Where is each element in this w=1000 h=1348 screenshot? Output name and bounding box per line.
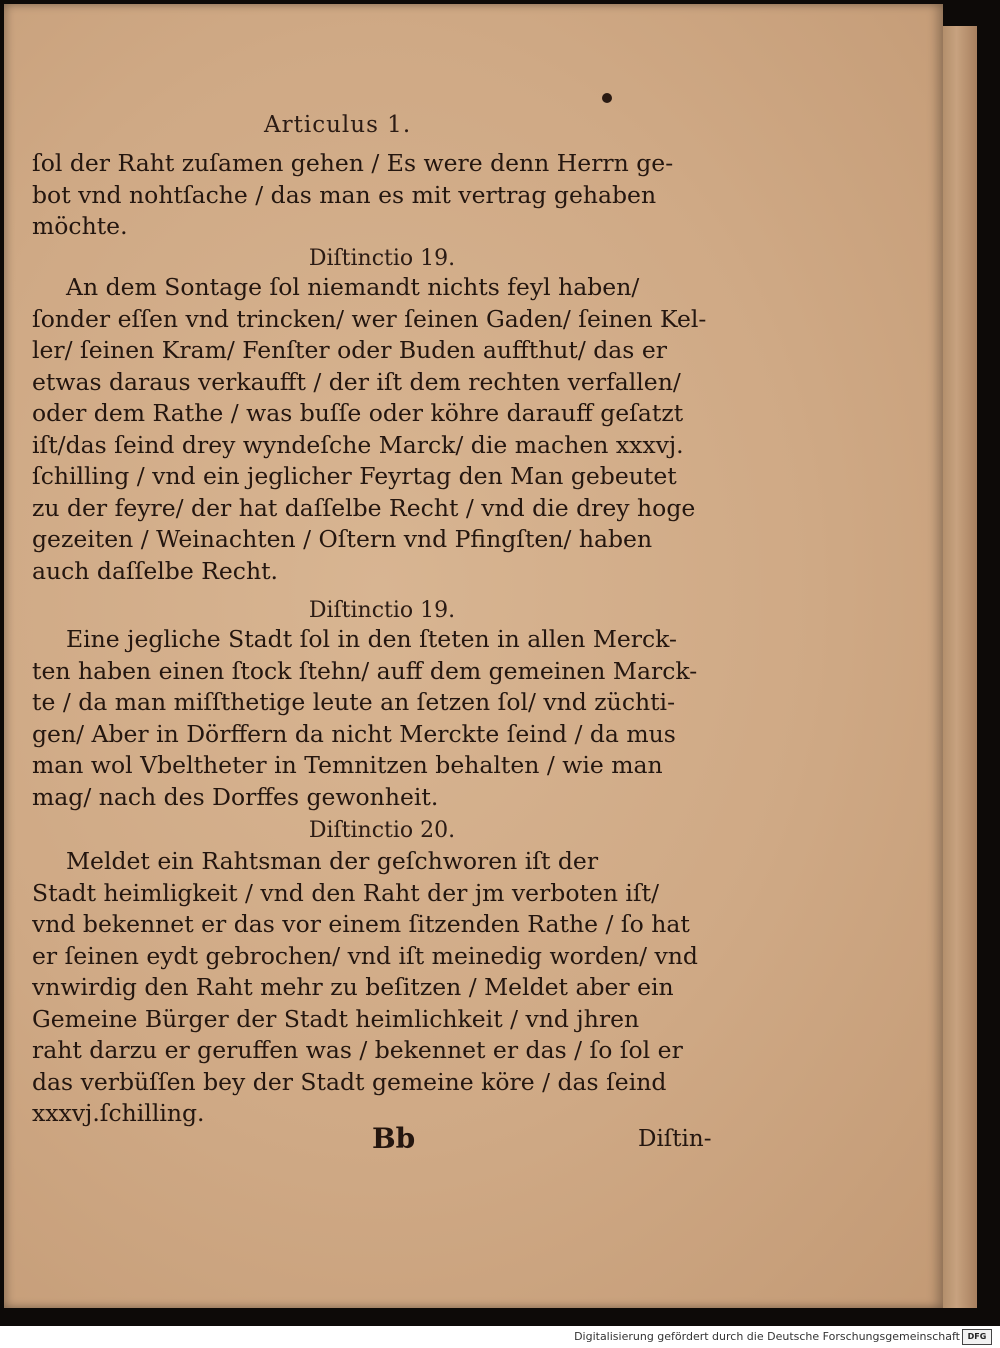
distinctio-heading: Diſtinctio 19.: [308, 246, 456, 271]
text-line: gezeiten / Weinachten / Oſtern vnd Pfingſten/ haben: [32, 525, 653, 553]
paragraph-continuation: [32, 148, 722, 243]
text-line: man wol Vbeltheter in Temnitzen behalten / wie man: [32, 751, 663, 779]
paragraph-council: [32, 846, 722, 1130]
text-line: ler/ ſeinen Kram/ Fenſter oder Buden auffthut/ das er: [32, 336, 667, 364]
ink-dot: [602, 93, 612, 103]
text-line: Eine jegliche Stadt ſol in den ſteten in allen Merck-: [66, 625, 677, 653]
distinctio-heading: Diſtinctio 20.: [308, 818, 456, 843]
text-line: ſol der Raht zuſamen gehen / Es were denn Herrn ge-: [32, 149, 674, 177]
catchword: Diſtin-: [638, 1126, 712, 1152]
distinctio-heading: Diſtinctio 19.: [308, 598, 456, 623]
text-line: möchte.: [32, 212, 128, 240]
text-line: xxxvj.ſchilling.: [32, 1099, 205, 1127]
paragraph-sunday: [32, 272, 722, 587]
running-header: Articulus 1.: [264, 112, 412, 138]
text-line: Meldet ein Rahtsman der geſchworen iſt der: [66, 847, 599, 875]
text-line: Gemeine Bürger der Stadt heimlichkeit / vnd jhren: [32, 1004, 640, 1033]
text-line: iſt/das ſeind drey wyndeſche Marck/ die machen xxxvj.: [32, 430, 684, 459]
credit-bar: [0, 1326, 1000, 1348]
text-line: ten haben einen ſtock ſtehn/ auff dem gemeinen Marck-: [32, 656, 698, 685]
text-line: ſchilling / vnd ein jeglicher Feyrtag den Man gebeutet: [32, 462, 677, 490]
text-line: vnd bekennet er das vor einem ſitzenden Rathe / ſo hat: [32, 910, 690, 938]
signature-mark: Bb: [372, 1122, 416, 1155]
text-line: er ſeinen eydt gebrochen/ vnd iſt meinedig worden/ vnd: [32, 941, 698, 970]
text-line: te / da man miſſthetige leute an ſetzen ſol/ vnd züchti-: [32, 688, 676, 716]
text-line: An dem Sontage ſol niemandt nichts feyl haben/: [66, 273, 640, 301]
text-line: oder dem Rathe / was buſſe oder köhre darauff geſatzt: [32, 399, 684, 427]
text-line: etwas daraus verkaufft / der iſt dem rechten verfallen/: [32, 367, 681, 396]
funding-credit: Digitalisierung gefördert durch die Deutsche Forschungsgemeinschaft: [574, 1330, 960, 1343]
paragraph-stock: [32, 624, 722, 813]
text-line: bot vnd nohtſache / das man es mit vertrag gehaben: [32, 180, 657, 209]
text-line: ſonder eſſen vnd trincken/ wer ſeinen Gaden/ ſeinen Kel-: [32, 304, 707, 333]
text-line: vnwirdig den Raht mehr zu beſitzen / Meldet aber ein: [32, 973, 674, 1001]
text-line: mag/ nach des Dorffes gewonheit.: [32, 782, 439, 811]
text-line: raht darzu er geruffen was / bekennet er das / ſo ſol er: [32, 1036, 683, 1064]
text-line: Stadt heimligkeit / vnd den Raht der jm verboten iſt/: [32, 878, 659, 907]
text-line: zu der feyre/ der hat daſſelbe Recht / vnd die drey hoge: [32, 493, 696, 522]
text-line: auch daſſelbe Recht.: [32, 556, 279, 585]
page-edge: [943, 26, 977, 1308]
dfg-logo-icon: DFG: [962, 1329, 992, 1345]
text-line: gen/ Aber in Dörffern da nicht Merckte ſeind / da mus: [32, 719, 676, 748]
text-line: das verbüſſen bey der Stadt gemeine köre / das ſeind: [32, 1067, 667, 1096]
